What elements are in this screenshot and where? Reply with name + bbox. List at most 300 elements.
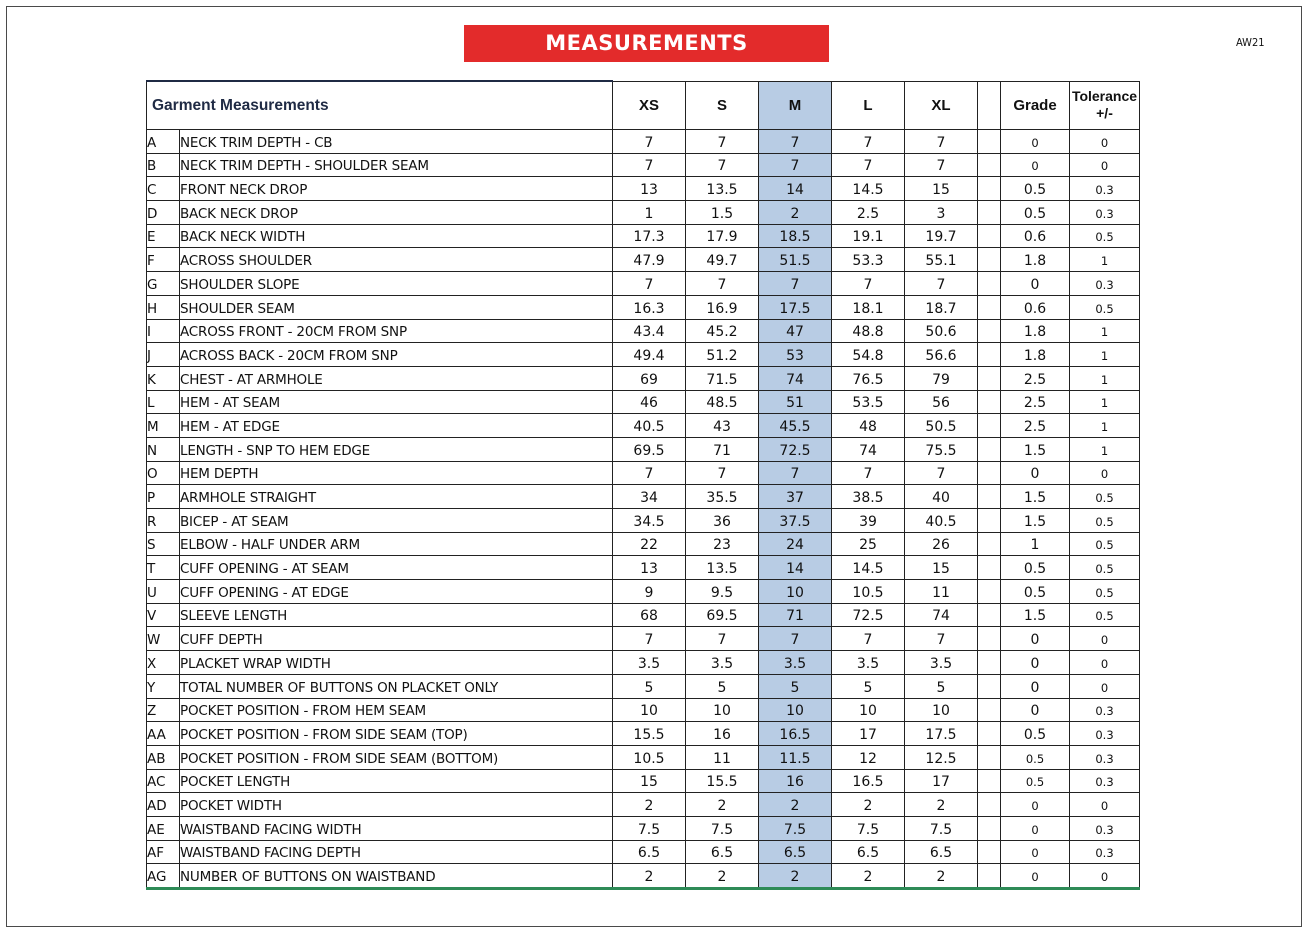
spacer-cell bbox=[978, 343, 1001, 367]
size-header-xs: XS bbox=[613, 81, 686, 130]
grade-value: 1.8 bbox=[1001, 343, 1070, 367]
value-l: 10 bbox=[832, 698, 905, 722]
tolerance-header: Tolerance +/- bbox=[1070, 81, 1140, 130]
row-code: R bbox=[147, 509, 180, 533]
tolerance-value: 0.5 bbox=[1070, 224, 1140, 248]
value-xl: 15 bbox=[905, 177, 978, 201]
value-xl: 3.5 bbox=[905, 651, 978, 675]
measurement-name: SHOULDER SLOPE bbox=[180, 272, 613, 296]
table-row bbox=[147, 248, 1140, 272]
tolerance-value: 0.3 bbox=[1070, 177, 1140, 201]
grade-value: 1.5 bbox=[1001, 603, 1070, 627]
measurement-name: POCKET POSITION - FROM SIDE SEAM (BOTTOM) bbox=[180, 745, 613, 769]
tolerance-value: 0.3 bbox=[1070, 840, 1140, 864]
value-s: 2 bbox=[686, 864, 759, 889]
row-code: M bbox=[147, 414, 180, 438]
grade-value: 1.8 bbox=[1001, 248, 1070, 272]
measurement-name: NECK TRIM DEPTH - SHOULDER SEAM bbox=[180, 153, 613, 177]
grade-value: 0 bbox=[1001, 153, 1070, 177]
value-xl: 18.7 bbox=[905, 295, 978, 319]
tolerance-value: 0.3 bbox=[1070, 769, 1140, 793]
value-l: 7.5 bbox=[832, 816, 905, 840]
tolerance-value: 0 bbox=[1070, 130, 1140, 154]
tolerance-value: 1 bbox=[1070, 437, 1140, 461]
row-code: AA bbox=[147, 722, 180, 746]
grade-value: 2.5 bbox=[1001, 366, 1070, 390]
measurement-name: CUFF DEPTH bbox=[180, 627, 613, 651]
value-l: 7 bbox=[832, 130, 905, 154]
value-xs: 34 bbox=[613, 485, 686, 509]
spacer-cell bbox=[978, 295, 1001, 319]
value-xs: 17.3 bbox=[613, 224, 686, 248]
value-s: 69.5 bbox=[686, 603, 759, 627]
value-xl: 17.5 bbox=[905, 722, 978, 746]
value-l: 7 bbox=[832, 272, 905, 296]
value-m: 17.5 bbox=[759, 295, 832, 319]
spacer-cell bbox=[978, 674, 1001, 698]
value-m: 10 bbox=[759, 698, 832, 722]
value-l: 38.5 bbox=[832, 485, 905, 509]
table-row bbox=[147, 272, 1140, 296]
value-m: 14 bbox=[759, 556, 832, 580]
value-s: 1.5 bbox=[686, 201, 759, 225]
value-m: 7.5 bbox=[759, 816, 832, 840]
spacer-cell bbox=[978, 603, 1001, 627]
value-xl: 55.1 bbox=[905, 248, 978, 272]
value-xs: 69 bbox=[613, 366, 686, 390]
table-row bbox=[147, 509, 1140, 533]
table-row bbox=[147, 177, 1140, 201]
grade-value: 1.8 bbox=[1001, 319, 1070, 343]
value-m: 14 bbox=[759, 177, 832, 201]
measurement-name: ELBOW - HALF UNDER ARM bbox=[180, 532, 613, 556]
grade-value: 0.5 bbox=[1001, 722, 1070, 746]
tolerance-value: 1 bbox=[1070, 343, 1140, 367]
value-m: 37.5 bbox=[759, 509, 832, 533]
row-code: L bbox=[147, 390, 180, 414]
grade-value: 0 bbox=[1001, 840, 1070, 864]
value-m: 47 bbox=[759, 319, 832, 343]
row-code: A bbox=[147, 130, 180, 154]
value-xs: 69.5 bbox=[613, 437, 686, 461]
table-row bbox=[147, 769, 1140, 793]
spacer-cell bbox=[978, 769, 1001, 793]
table-row bbox=[147, 153, 1140, 177]
value-l: 54.8 bbox=[832, 343, 905, 367]
value-l: 7 bbox=[832, 627, 905, 651]
tolerance-value: 0.3 bbox=[1070, 745, 1140, 769]
row-code: B bbox=[147, 153, 180, 177]
row-code: K bbox=[147, 366, 180, 390]
tolerance-value: 1 bbox=[1070, 248, 1140, 272]
value-xl: 26 bbox=[905, 532, 978, 556]
value-xs: 15.5 bbox=[613, 722, 686, 746]
spacer-cell bbox=[978, 864, 1001, 889]
value-s: 17.9 bbox=[686, 224, 759, 248]
grade-value: 2.5 bbox=[1001, 414, 1070, 438]
row-code: X bbox=[147, 651, 180, 675]
row-code: W bbox=[147, 627, 180, 651]
spacer-cell bbox=[978, 793, 1001, 817]
value-m: 18.5 bbox=[759, 224, 832, 248]
table-row bbox=[147, 674, 1140, 698]
spacer-cell bbox=[978, 651, 1001, 675]
tolerance-value: 0 bbox=[1070, 864, 1140, 889]
row-code: AF bbox=[147, 840, 180, 864]
value-xl: 17 bbox=[905, 769, 978, 793]
tolerance-value: 0 bbox=[1070, 627, 1140, 651]
row-code: F bbox=[147, 248, 180, 272]
value-s: 49.7 bbox=[686, 248, 759, 272]
spacer-cell bbox=[978, 485, 1001, 509]
value-l: 74 bbox=[832, 437, 905, 461]
row-code: C bbox=[147, 177, 180, 201]
table-row bbox=[147, 319, 1140, 343]
value-xl: 2 bbox=[905, 793, 978, 817]
spacer-cell bbox=[978, 698, 1001, 722]
value-l: 14.5 bbox=[832, 556, 905, 580]
table-row bbox=[147, 816, 1140, 840]
table-row bbox=[147, 343, 1140, 367]
spacer-cell bbox=[978, 201, 1001, 225]
value-l: 17 bbox=[832, 722, 905, 746]
value-xs: 34.5 bbox=[613, 509, 686, 533]
value-l: 53.3 bbox=[832, 248, 905, 272]
measurement-name: HEM - AT EDGE bbox=[180, 414, 613, 438]
size-header-m: M bbox=[759, 81, 832, 130]
spacer-cell bbox=[978, 816, 1001, 840]
value-xl: 40 bbox=[905, 485, 978, 509]
measurement-name: WAISTBAND FACING DEPTH bbox=[180, 840, 613, 864]
size-header-xl: XL bbox=[905, 81, 978, 130]
value-s: 71.5 bbox=[686, 366, 759, 390]
table-row bbox=[147, 224, 1140, 248]
value-l: 7 bbox=[832, 153, 905, 177]
measurement-name: ACROSS BACK - 20CM FROM SNP bbox=[180, 343, 613, 367]
value-s: 7 bbox=[686, 627, 759, 651]
value-l: 3.5 bbox=[832, 651, 905, 675]
value-xs: 7 bbox=[613, 272, 686, 296]
measurement-name: NECK TRIM DEPTH - CB bbox=[180, 130, 613, 154]
page-title-banner: MEASUREMENTS bbox=[464, 25, 829, 62]
measurement-name: ACROSS SHOULDER bbox=[180, 248, 613, 272]
tolerance-value: 0.5 bbox=[1070, 556, 1140, 580]
value-l: 48 bbox=[832, 414, 905, 438]
value-l: 19.1 bbox=[832, 224, 905, 248]
grade-value: 0 bbox=[1001, 793, 1070, 817]
tolerance-value: 1 bbox=[1070, 414, 1140, 438]
spacer-cell bbox=[978, 580, 1001, 604]
row-code: P bbox=[147, 485, 180, 509]
value-l: 53.5 bbox=[832, 390, 905, 414]
value-m: 72.5 bbox=[759, 437, 832, 461]
tolerance-value: 1 bbox=[1070, 390, 1140, 414]
value-xs: 2 bbox=[613, 793, 686, 817]
document-code: AW21 bbox=[1236, 36, 1265, 49]
value-m: 7 bbox=[759, 461, 832, 485]
value-m: 16 bbox=[759, 769, 832, 793]
value-xs: 2 bbox=[613, 864, 686, 889]
grade-value: 1.5 bbox=[1001, 437, 1070, 461]
tolerance-value: 0.5 bbox=[1070, 485, 1140, 509]
spacer-cell bbox=[978, 840, 1001, 864]
tolerance-value: 0 bbox=[1070, 153, 1140, 177]
grade-value: 0.5 bbox=[1001, 177, 1070, 201]
value-xl: 19.7 bbox=[905, 224, 978, 248]
row-code: Y bbox=[147, 674, 180, 698]
table-row bbox=[147, 485, 1140, 509]
table-row bbox=[147, 201, 1140, 225]
value-xl: 79 bbox=[905, 366, 978, 390]
value-xs: 7 bbox=[613, 130, 686, 154]
measurement-name: POCKET WIDTH bbox=[180, 793, 613, 817]
spacer-cell bbox=[978, 745, 1001, 769]
value-xl: 3 bbox=[905, 201, 978, 225]
grade-value: 0.6 bbox=[1001, 295, 1070, 319]
measurement-name: BACK NECK DROP bbox=[180, 201, 613, 225]
grade-value: 0 bbox=[1001, 816, 1070, 840]
table-row bbox=[147, 366, 1140, 390]
measurements-table bbox=[146, 80, 1140, 890]
value-xl: 15 bbox=[905, 556, 978, 580]
tolerance-value: 0.3 bbox=[1070, 698, 1140, 722]
row-code: U bbox=[147, 580, 180, 604]
value-l: 16.5 bbox=[832, 769, 905, 793]
tolerance-value: 0.3 bbox=[1070, 201, 1140, 225]
size-header-l: L bbox=[832, 81, 905, 130]
value-m: 11.5 bbox=[759, 745, 832, 769]
value-s: 10 bbox=[686, 698, 759, 722]
value-s: 5 bbox=[686, 674, 759, 698]
value-m: 37 bbox=[759, 485, 832, 509]
row-code: D bbox=[147, 201, 180, 225]
value-s: 36 bbox=[686, 509, 759, 533]
measurement-name: BICEP - AT SEAM bbox=[180, 509, 613, 533]
value-xs: 47.9 bbox=[613, 248, 686, 272]
grade-value: 0 bbox=[1001, 272, 1070, 296]
grade-value: 0.6 bbox=[1001, 224, 1070, 248]
table-row bbox=[147, 580, 1140, 604]
tolerance-value: 0.5 bbox=[1070, 295, 1140, 319]
spacer-cell bbox=[978, 177, 1001, 201]
value-l: 72.5 bbox=[832, 603, 905, 627]
value-m: 6.5 bbox=[759, 840, 832, 864]
value-s: 35.5 bbox=[686, 485, 759, 509]
measurement-name: SHOULDER SEAM bbox=[180, 295, 613, 319]
value-s: 7 bbox=[686, 153, 759, 177]
spacer-cell bbox=[978, 366, 1001, 390]
value-m: 51.5 bbox=[759, 248, 832, 272]
value-xl: 75.5 bbox=[905, 437, 978, 461]
value-l: 14.5 bbox=[832, 177, 905, 201]
tolerance-value: 0.3 bbox=[1070, 272, 1140, 296]
value-s: 7.5 bbox=[686, 816, 759, 840]
value-xs: 15 bbox=[613, 769, 686, 793]
measurement-name: CUFF OPENING - AT EDGE bbox=[180, 580, 613, 604]
value-xl: 10 bbox=[905, 698, 978, 722]
spacer-cell bbox=[978, 556, 1001, 580]
value-m: 2 bbox=[759, 793, 832, 817]
value-m: 7 bbox=[759, 272, 832, 296]
value-m: 7 bbox=[759, 153, 832, 177]
value-xl: 40.5 bbox=[905, 509, 978, 533]
value-xl: 12.5 bbox=[905, 745, 978, 769]
value-s: 16 bbox=[686, 722, 759, 746]
tolerance-value: 0.5 bbox=[1070, 603, 1140, 627]
measurement-name: POCKET LENGTH bbox=[180, 769, 613, 793]
value-s: 45.2 bbox=[686, 319, 759, 343]
grade-value: 0.5 bbox=[1001, 580, 1070, 604]
value-xs: 10 bbox=[613, 698, 686, 722]
table-row bbox=[147, 603, 1140, 627]
value-s: 7 bbox=[686, 461, 759, 485]
tolerance-value: 0.5 bbox=[1070, 532, 1140, 556]
value-m: 2 bbox=[759, 201, 832, 225]
value-m: 24 bbox=[759, 532, 832, 556]
value-l: 48.8 bbox=[832, 319, 905, 343]
value-s: 7 bbox=[686, 272, 759, 296]
value-s: 3.5 bbox=[686, 651, 759, 675]
value-s: 11 bbox=[686, 745, 759, 769]
value-xl: 6.5 bbox=[905, 840, 978, 864]
value-xl: 50.5 bbox=[905, 414, 978, 438]
measurement-name: PLACKET WRAP WIDTH bbox=[180, 651, 613, 675]
value-s: 51.2 bbox=[686, 343, 759, 367]
value-l: 6.5 bbox=[832, 840, 905, 864]
row-code: AG bbox=[147, 864, 180, 889]
spacer-cell bbox=[978, 130, 1001, 154]
spacer-header bbox=[978, 81, 1001, 130]
spacer-cell bbox=[978, 224, 1001, 248]
value-xs: 13 bbox=[613, 556, 686, 580]
value-s: 13.5 bbox=[686, 556, 759, 580]
table-row bbox=[147, 722, 1140, 746]
measurement-name: POCKET POSITION - FROM SIDE SEAM (TOP) bbox=[180, 722, 613, 746]
tolerance-value: 0 bbox=[1070, 651, 1140, 675]
table-title: Garment Measurements bbox=[147, 81, 613, 130]
grade-value: 0.5 bbox=[1001, 769, 1070, 793]
value-s: 43 bbox=[686, 414, 759, 438]
row-code: S bbox=[147, 532, 180, 556]
grade-value: 0.5 bbox=[1001, 556, 1070, 580]
value-s: 9.5 bbox=[686, 580, 759, 604]
value-xl: 7 bbox=[905, 461, 978, 485]
row-code: Z bbox=[147, 698, 180, 722]
grade-value: 1.5 bbox=[1001, 509, 1070, 533]
measurement-name: FRONT NECK DROP bbox=[180, 177, 613, 201]
table-row bbox=[147, 864, 1140, 889]
measurement-name: ARMHOLE STRAIGHT bbox=[180, 485, 613, 509]
spacer-cell bbox=[978, 153, 1001, 177]
value-l: 39 bbox=[832, 509, 905, 533]
spacer-cell bbox=[978, 509, 1001, 533]
row-code: AB bbox=[147, 745, 180, 769]
spacer-cell bbox=[978, 532, 1001, 556]
tolerance-value: 1 bbox=[1070, 366, 1140, 390]
spacer-cell bbox=[978, 248, 1001, 272]
value-l: 25 bbox=[832, 532, 905, 556]
table-row bbox=[147, 745, 1140, 769]
value-m: 2 bbox=[759, 864, 832, 889]
table-row bbox=[147, 461, 1140, 485]
grade-value: 0 bbox=[1001, 461, 1070, 485]
grade-value: 1 bbox=[1001, 532, 1070, 556]
value-l: 2 bbox=[832, 793, 905, 817]
measurement-name: HEM - AT SEAM bbox=[180, 390, 613, 414]
value-xl: 74 bbox=[905, 603, 978, 627]
value-xl: 7.5 bbox=[905, 816, 978, 840]
value-s: 6.5 bbox=[686, 840, 759, 864]
spacer-cell bbox=[978, 272, 1001, 296]
measurement-name: ACROSS FRONT - 20CM FROM SNP bbox=[180, 319, 613, 343]
tolerance-value: 0.5 bbox=[1070, 509, 1140, 533]
value-xs: 40.5 bbox=[613, 414, 686, 438]
value-l: 2.5 bbox=[832, 201, 905, 225]
table-row bbox=[147, 390, 1140, 414]
value-s: 16.9 bbox=[686, 295, 759, 319]
tolerance-value: 0.3 bbox=[1070, 722, 1140, 746]
value-xs: 22 bbox=[613, 532, 686, 556]
row-code: H bbox=[147, 295, 180, 319]
row-code: AE bbox=[147, 816, 180, 840]
row-code: AC bbox=[147, 769, 180, 793]
tolerance-value: 0.5 bbox=[1070, 580, 1140, 604]
tolerance-value: 0 bbox=[1070, 674, 1140, 698]
table-row bbox=[147, 556, 1140, 580]
value-xs: 13 bbox=[613, 177, 686, 201]
spacer-cell bbox=[978, 461, 1001, 485]
grade-value: 0 bbox=[1001, 864, 1070, 889]
value-xl: 5 bbox=[905, 674, 978, 698]
value-m: 7 bbox=[759, 130, 832, 154]
header-row bbox=[147, 81, 1140, 130]
value-l: 7 bbox=[832, 461, 905, 485]
table-row bbox=[147, 840, 1140, 864]
value-xs: 5 bbox=[613, 674, 686, 698]
value-xs: 7 bbox=[613, 153, 686, 177]
measurement-name: HEM DEPTH bbox=[180, 461, 613, 485]
tolerance-value: 1 bbox=[1070, 319, 1140, 343]
tolerance-value: 0 bbox=[1070, 461, 1140, 485]
grade-value: 0 bbox=[1001, 698, 1070, 722]
value-xs: 9 bbox=[613, 580, 686, 604]
value-s: 7 bbox=[686, 130, 759, 154]
measurement-name: WAISTBAND FACING WIDTH bbox=[180, 816, 613, 840]
row-code: G bbox=[147, 272, 180, 296]
value-xl: 56.6 bbox=[905, 343, 978, 367]
table-row bbox=[147, 295, 1140, 319]
value-s: 23 bbox=[686, 532, 759, 556]
spacer-cell bbox=[978, 627, 1001, 651]
value-l: 76.5 bbox=[832, 366, 905, 390]
value-s: 2 bbox=[686, 793, 759, 817]
value-m: 5 bbox=[759, 674, 832, 698]
grade-value: 2.5 bbox=[1001, 390, 1070, 414]
value-xs: 3.5 bbox=[613, 651, 686, 675]
grade-value: 0.5 bbox=[1001, 201, 1070, 225]
value-l: 18.1 bbox=[832, 295, 905, 319]
value-l: 2 bbox=[832, 864, 905, 889]
value-xs: 46 bbox=[613, 390, 686, 414]
tolerance-value: 0 bbox=[1070, 793, 1140, 817]
table-row bbox=[147, 532, 1140, 556]
measurement-name: CHEST - AT ARMHOLE bbox=[180, 366, 613, 390]
value-xs: 6.5 bbox=[613, 840, 686, 864]
size-header-s: S bbox=[686, 81, 759, 130]
measurement-name: TOTAL NUMBER OF BUTTONS ON PLACKET ONLY bbox=[180, 674, 613, 698]
table-row bbox=[147, 130, 1140, 154]
value-m: 71 bbox=[759, 603, 832, 627]
